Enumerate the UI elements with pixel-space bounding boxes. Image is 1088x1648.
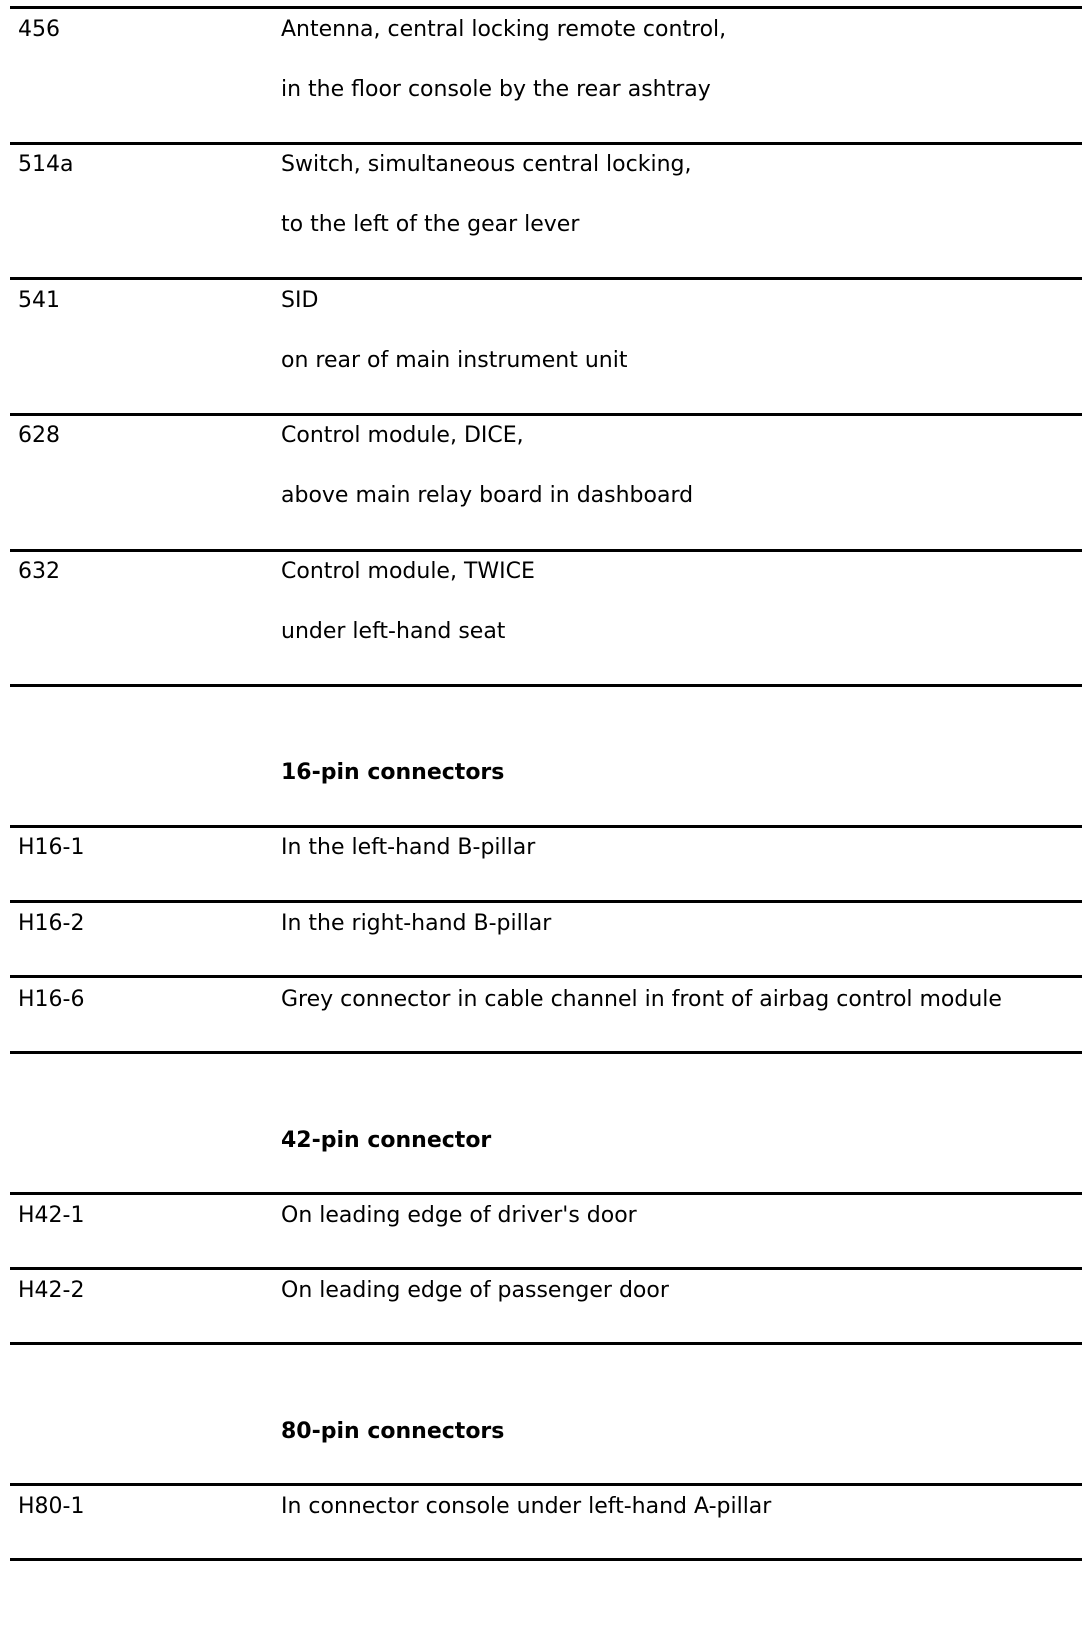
- connector-location: On leading edge of passenger door: [281, 1278, 669, 1303]
- section-heading: 42-pin connector: [281, 1128, 492, 1153]
- component-location: on rear of main instrument unit: [281, 348, 628, 373]
- component-code: 514a: [18, 152, 74, 177]
- section-heading: 16-pin connectors: [281, 760, 505, 785]
- connector-code: H42-1: [18, 1203, 85, 1228]
- component-code: 541: [18, 288, 60, 313]
- row-divider: [10, 1483, 1082, 1486]
- row-divider: [10, 142, 1082, 145]
- connector-code: H16-2: [18, 911, 85, 936]
- component-location: to the left of the gear lever: [281, 212, 580, 237]
- connector-location: On leading edge of driver's door: [281, 1203, 637, 1228]
- connector-code: H16-6: [18, 987, 85, 1012]
- row-divider: [10, 549, 1082, 552]
- component-location: in the floor console by the rear ashtray: [281, 77, 711, 102]
- component-description: Control module, TWICE: [281, 559, 535, 584]
- row-divider: [10, 1192, 1082, 1195]
- table-bottom-rule: [10, 1342, 1082, 1345]
- connector-code: H42-2: [18, 1278, 85, 1303]
- component-location: above main relay board in dashboard: [281, 483, 694, 508]
- row-divider: [10, 413, 1082, 416]
- row-divider: [10, 825, 1082, 828]
- table-bottom-rule: [10, 1558, 1082, 1561]
- row-divider: [10, 900, 1082, 903]
- component-code: 632: [18, 559, 60, 584]
- connector-code: H80-1: [18, 1494, 85, 1519]
- component-description: Antenna, central locking remote control,: [281, 17, 727, 42]
- component-code: 456: [18, 17, 60, 42]
- row-divider: [10, 1267, 1082, 1270]
- component-code: 628: [18, 423, 60, 448]
- connector-location: In connector console under left-hand A-pillar: [281, 1494, 772, 1519]
- component-location: under left-hand seat: [281, 619, 506, 644]
- table-bottom-rule: [10, 684, 1082, 687]
- connector-code: H16-1: [18, 835, 85, 860]
- row-divider: [10, 6, 1082, 9]
- component-description: Switch, simultaneous central locking,: [281, 152, 692, 177]
- component-description: Control module, DICE,: [281, 423, 524, 448]
- section-heading: 80-pin connectors: [281, 1419, 505, 1444]
- row-divider: [10, 277, 1082, 280]
- component-description: SID: [281, 288, 319, 313]
- row-divider: [10, 975, 1082, 978]
- connector-location: In the left-hand B-pillar: [281, 835, 536, 860]
- connector-location: In the right-hand B-pillar: [281, 911, 552, 936]
- connector-location: Grey connector in cable channel in front of airbag control module: [281, 987, 1002, 1012]
- table-bottom-rule: [10, 1051, 1082, 1054]
